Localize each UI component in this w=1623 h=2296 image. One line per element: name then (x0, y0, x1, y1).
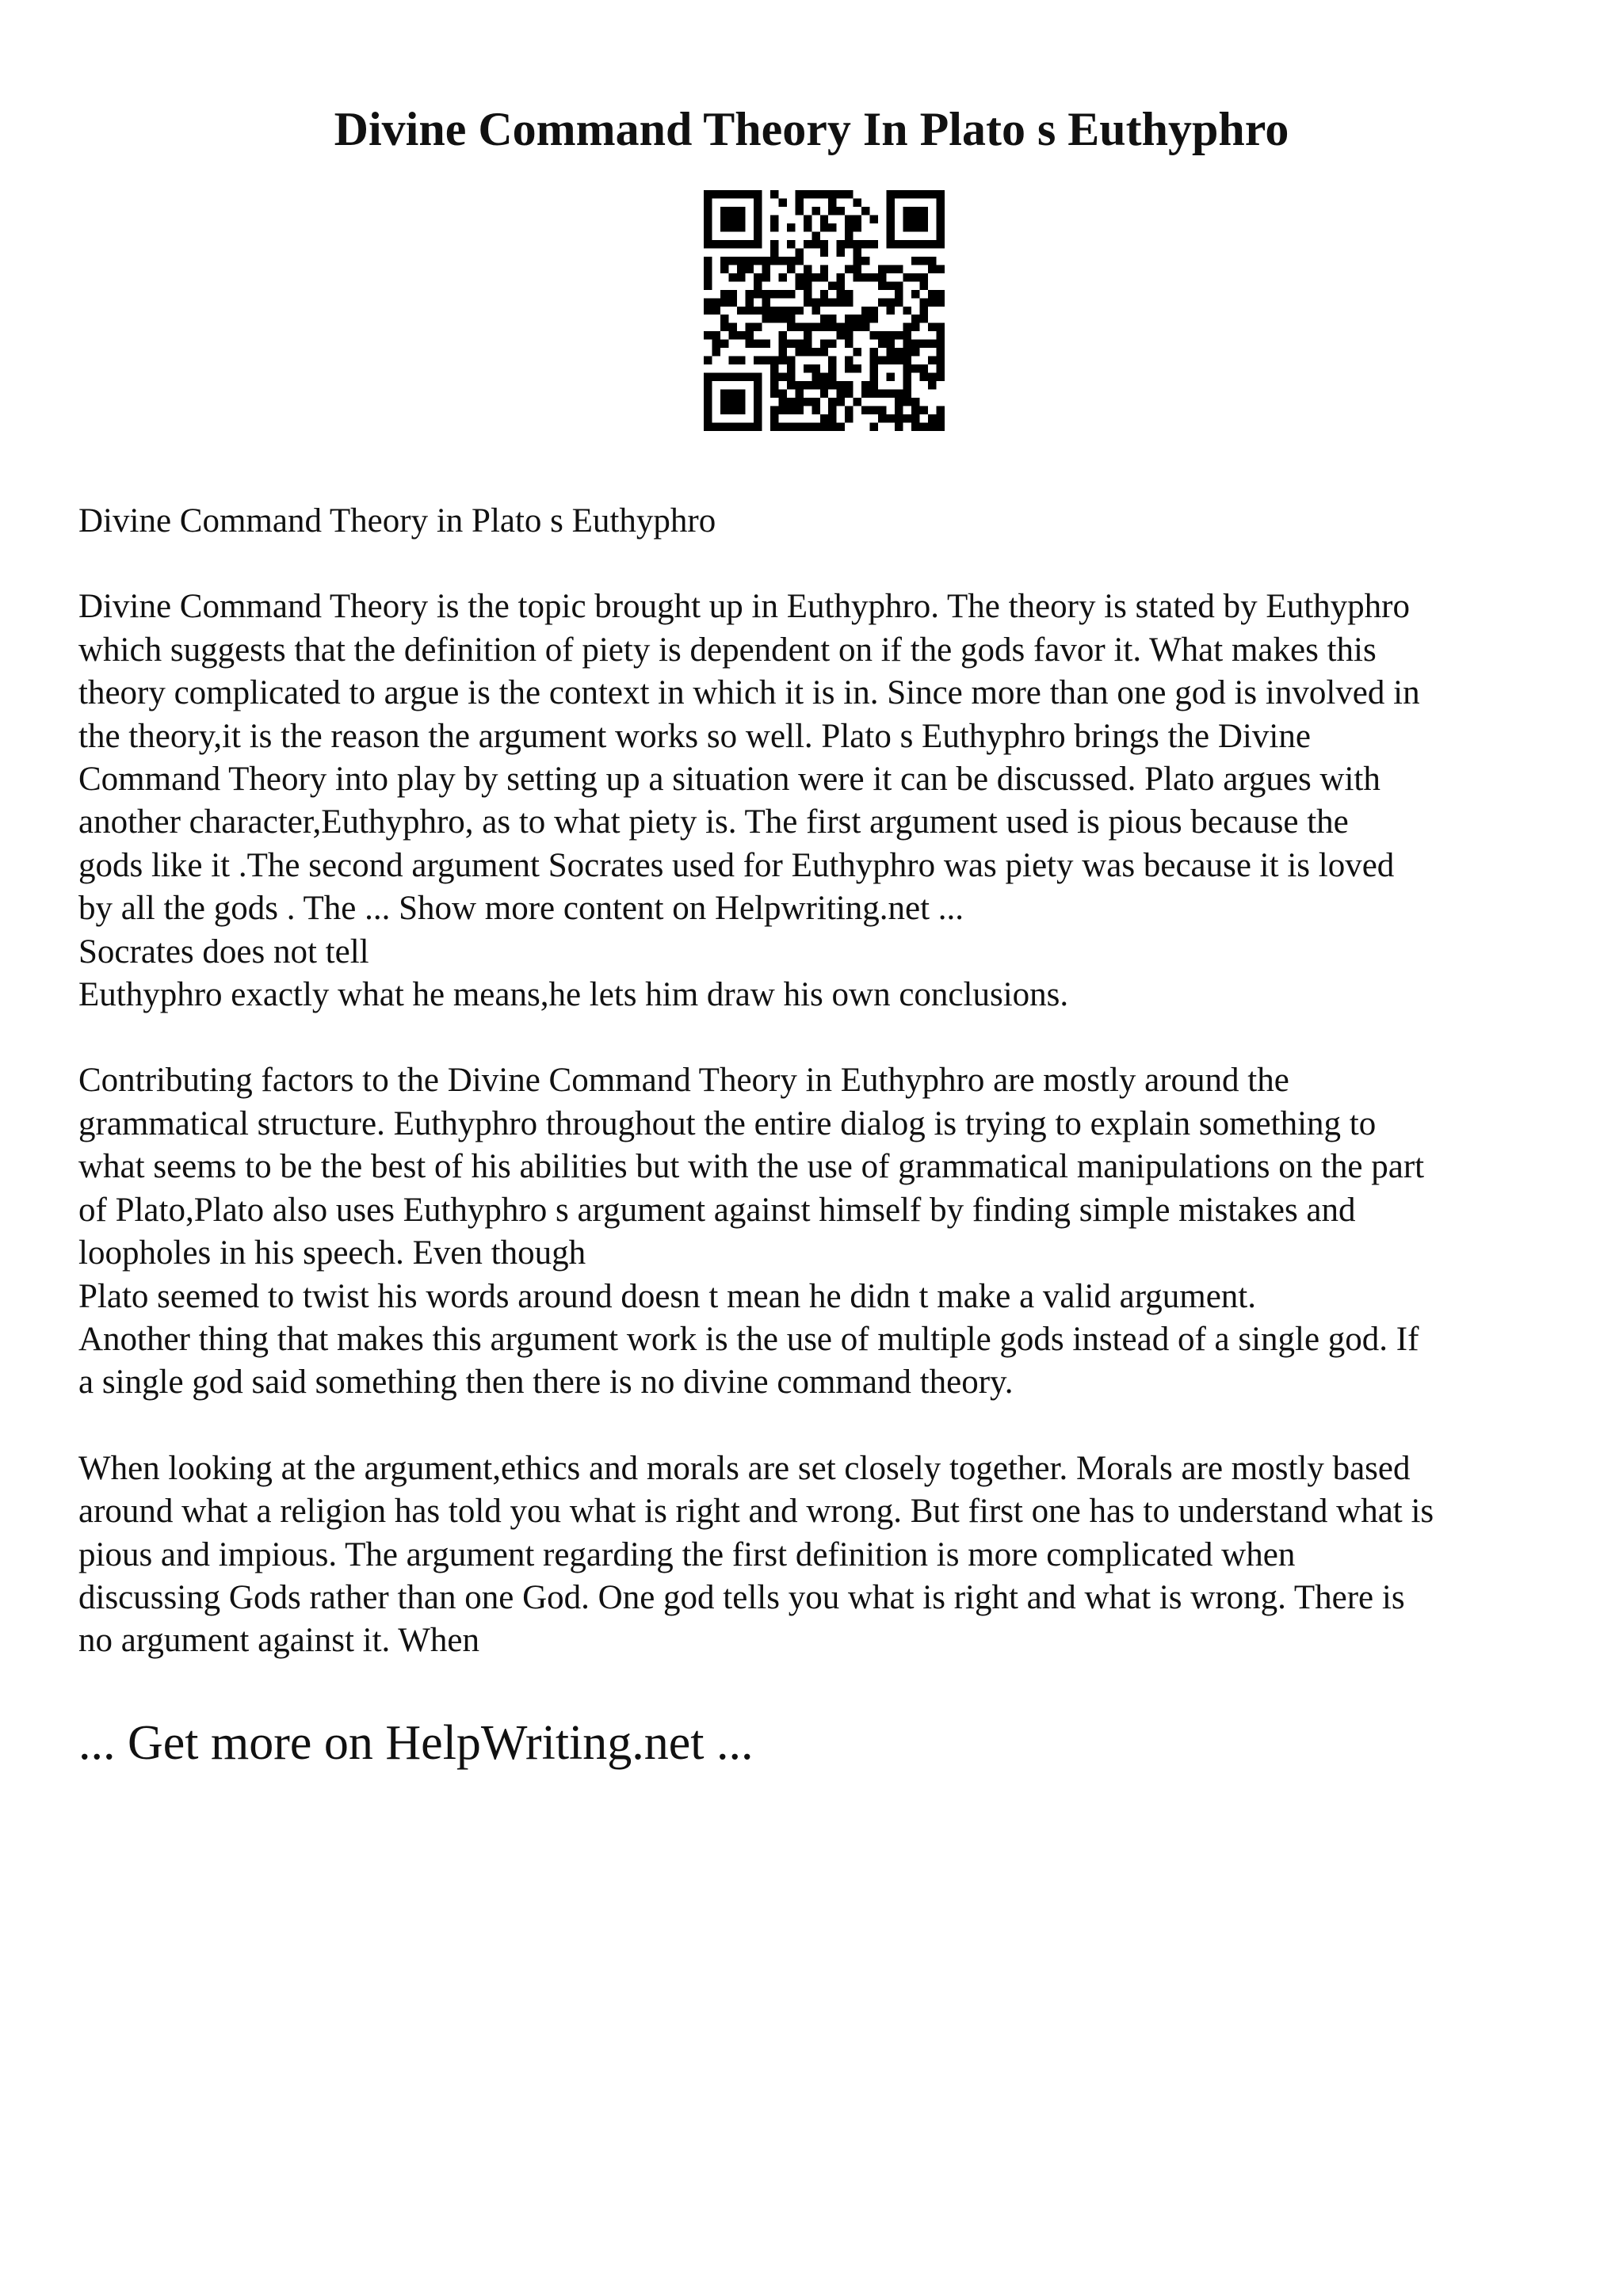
paragraph-1 (78, 585, 1560, 1016)
paragraph-line: loopholes in his speech. Even though (78, 1234, 586, 1272)
paragraph-line: Socrates does not tell (78, 933, 369, 971)
paragraph-line: Divine Command Theory is the topic brought up in Euthyphro. The theory is stated by Euthyphro (78, 588, 1410, 626)
paragraph-line: grammatical structure. Euthyphro throughout the entire dialog is trying to explain something to (78, 1104, 1377, 1142)
paragraph-line: a single god said something then there is no divine command theory. (78, 1363, 1014, 1402)
paragraph-line: When looking at the argument,ethics and morals are set closely together. Morals are mostly based (78, 1449, 1411, 1487)
paragraph-line: Contributing factors to the Divine Command Theory in Euthyphro are mostly around the (78, 1062, 1289, 1100)
document-title: Divine Command Theory In Plato s Euthyphro (334, 103, 1289, 155)
paragraph-line: the theory,it is the reason the argument works so well. Plato s Euthyphro brings the Divine (78, 717, 1311, 755)
get-more-link[interactable]: ... Get more on HelpWriting.net ... (78, 1716, 754, 1770)
paragraph-line: what seems to be the best of his abilities but with the use of grammatical manipulations on the part (78, 1148, 1425, 1186)
paragraph-line: pious and impious. The argument regarding the first definition is more complicated when (78, 1535, 1296, 1573)
paragraph-line: Euthyphro exactly what he means,he lets him draw his own conclusions. (78, 976, 1069, 1014)
paragraph-3 (78, 1447, 1560, 1663)
article-body (78, 500, 1560, 1663)
paragraph-line: Command Theory into play by setting up a situation were it can be discussed. Plato argues with (78, 761, 1381, 799)
paragraph-line: no argument against it. When (78, 1622, 479, 1660)
paragraph-line: another character,Euthyphro, as to what piety is. The first argument used is pious because the (78, 803, 1349, 841)
paragraph-line: gods like it .The second argument Socrates used for Euthyphro was piety was because it is loved (78, 846, 1395, 884)
paragraph-line: theory complicated to argue is the context in which it is in. Since more than one god is involved in (78, 674, 1420, 712)
paragraph-line: discussing Gods rather than one God. One god tells you what is right and what is wrong. There is (78, 1578, 1405, 1616)
paragraph-line: around what a religion has told you what is right and wrong. But first one has to understand what is (78, 1493, 1434, 1531)
article-subtitle: Divine Command Theory in Plato s Euthyphro (78, 502, 716, 540)
paragraph-line: by all the gods . The ... Show more content on Helpwriting.net ... (78, 890, 964, 928)
paragraph-2 (78, 1059, 1560, 1404)
paragraph-line: Plato seemed to twist his words around doesn t mean he didn t make a valid argument. (78, 1277, 1256, 1315)
paragraph-line: of Plato,Plato also uses Euthyphro s argument against himself by finding simple mistakes and (78, 1191, 1356, 1229)
paragraph-line: Another thing that makes this argument work is the use of multiple gods instead of a single god. If (78, 1320, 1419, 1358)
qr-code-icon (704, 190, 945, 431)
paragraph-line: which suggests that the definition of piety is dependent on if the gods favor it. What makes this (78, 631, 1377, 669)
